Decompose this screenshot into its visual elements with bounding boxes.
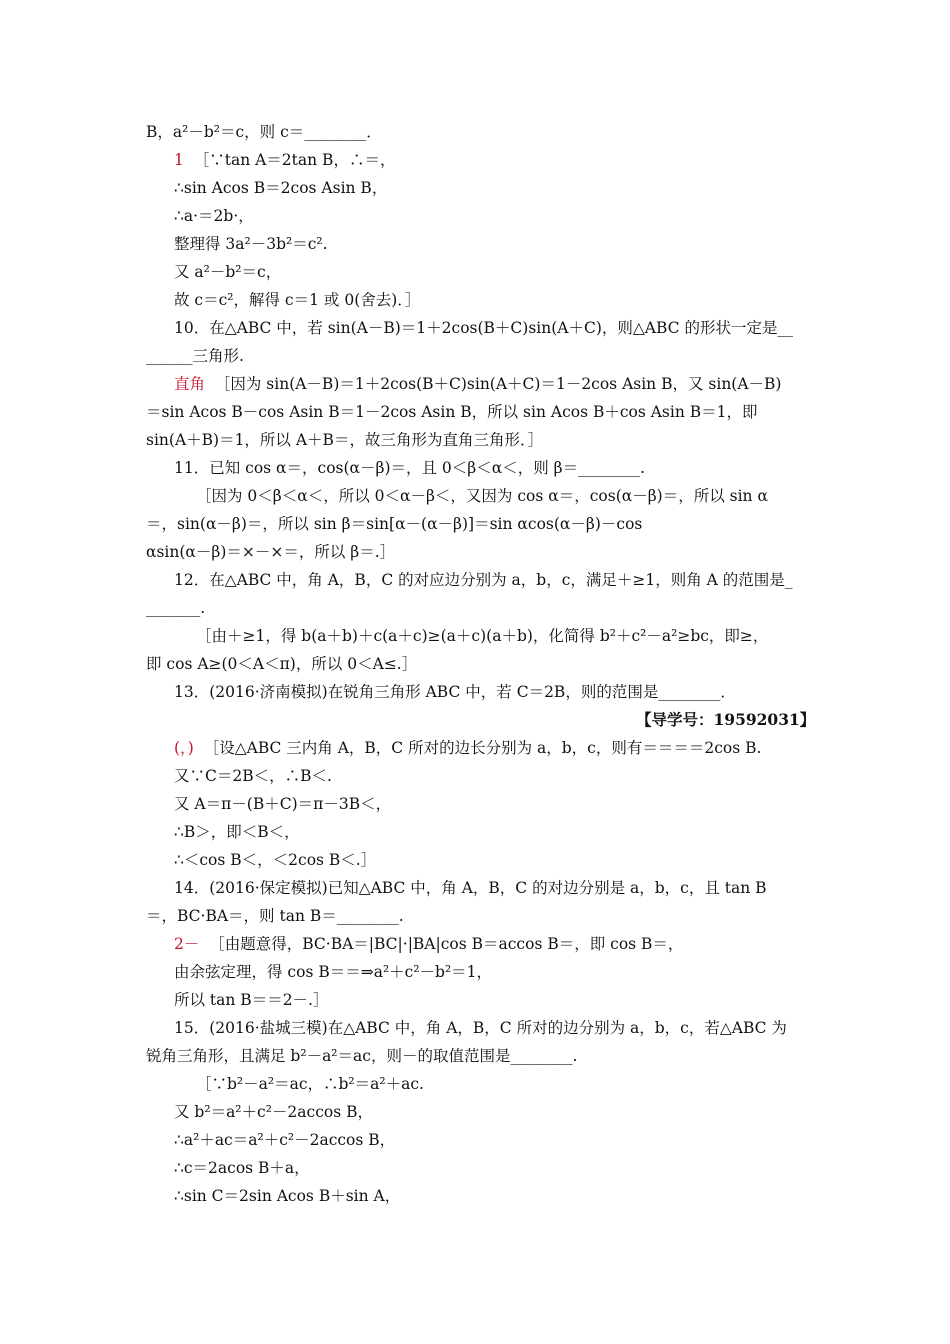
study-number: 【导学号：19592031】 <box>636 710 816 729</box>
text-line: ∴a·＝2b·， <box>174 207 254 225</box>
question-14: 14．(2016·保定模拟)已知△ABC 中，角 A，B，C 的对边分别是 a，b，c，且 tan B <box>174 879 767 897</box>
text-line: ∴sin C＝2sin Acos B＋sin A， <box>174 1187 401 1205</box>
text-line: ______三角形. <box>146 347 244 365</box>
text-line: 1 ［∵tan A＝2tan B，∴＝， <box>174 151 396 169</box>
answer-label: 2－ <box>174 935 200 953</box>
text-line: B，a²－b²＝c，则 c＝________． <box>146 123 382 141</box>
text-line: 又 a²－b²＝c， <box>174 263 282 281</box>
question-13: 13．(2016·济南模拟)在锐角三角形 ABC 中，若 C＝2B，则的范围是________． <box>174 683 736 701</box>
answer-label: (，) <box>174 739 194 757</box>
question-10: 10．在△ABC 中，若 sin(A－B)＝1＋2cos(B＋C)sin(A＋C)，则△ABC 的形状一定是__ <box>174 319 793 337</box>
text-line: ∴sin Acos B＝2cos Asin B， <box>174 179 388 197</box>
text-line: ［由＋≥1，得 b(a＋b)＋c(a＋c)≥(a＋c)(a＋b)，化简得 b²＋c²－a²≥bc，即≥， <box>196 627 769 645</box>
text-line: ∴a²＋ac＝a²＋c²－2accos B， <box>174 1131 396 1149</box>
text-line: 又∵C＝2B＜，∴B＜. <box>174 767 332 785</box>
text-line: (，) ［设△ABC 三内角 A，B，C 所对的边长分别为 a，b，c，则有＝＝＝＝2cos B. <box>174 739 762 757</box>
text-line: ＝sin Acos B－cos Asin B＝1－2cos Asin B，所以 sin Acos B＋cos Asin B＝1，即 <box>146 403 758 421</box>
text-line: ［∵b²－a²＝ac，∴b²＝a²＋ac. <box>196 1075 424 1093</box>
answer-label: 1 <box>174 151 184 169</box>
text-line: _______. <box>146 599 206 617</box>
text-line: ［因为 0＜β＜α＜，所以 0＜α－β＜，又因为 cos α＝，cos(α－β)＝，所以 sin α <box>196 487 768 505</box>
text-line: 又 b²＝a²＋c²－2accos B， <box>174 1103 373 1121</box>
question-12: 12．在△ABC 中，角 A，B，C 的对应边分别为 a，b，c，满足＋≥1，则角 A 的范围是_ <box>174 571 793 589</box>
text-line: 即 cos A≥(0＜A＜π)，所以 0＜A≤.］ <box>146 655 418 673</box>
text-line: 整理得 3a²－3b²＝c². <box>174 235 328 253</box>
text-line: 直角 ［因为 sin(A－B)＝1＋2cos(B＋C)sin(A＋C)＝1－2cos Asin B，又 sin(A－B) <box>174 375 782 393</box>
text-line: sin(A＋B)＝1，所以 A＋B＝，故三角形为直角三角形．］ <box>146 431 544 449</box>
text-line: ＝，BC·BA＝，则 tan B＝________. <box>146 907 404 925</box>
text-line: 由余弦定理，得 cos B＝＝⇒a²＋c²－b²＝1， <box>174 963 493 981</box>
question-15: 15．(2016·盐城三模)在△ABC 中，角 A，B，C 所对的边分别为 a，b，c，若△ABC 为 <box>174 1019 787 1037</box>
text-line: ＝，sin(α－β)＝，所以 sin β＝sin[α－(α－β)]＝sin αcos(α－β)－cos <box>146 515 643 533</box>
question-11: 11．已知 cos α＝，cos(α－β)＝，且 0＜β＜α＜，则 β＝________. <box>174 459 646 477</box>
text-line: 所以 tan B＝＝2－.］ <box>174 991 329 1009</box>
text-line: ∴c＝2acos B＋a， <box>174 1159 310 1177</box>
text-line: 2－ ［由题意得，BC·BA＝|BC|·|BA|cos B＝accos B＝，即 cos B＝， <box>174 935 684 953</box>
text-line: αsin(α－β)＝×－×＝，所以 β＝.］ <box>146 543 396 561</box>
text-line: 锐角三角形，且满足 b²－a²＝ac，则－的取值范围是________. <box>146 1047 578 1065</box>
text-line: ∴＜cos B＜，＜2cos B＜.］ <box>174 851 377 869</box>
text-line: 又 A＝π－(B＋C)＝π－3B＜， <box>174 795 392 813</box>
text-line: ∴B＞，即＜B＜， <box>174 823 300 841</box>
answer-label: 直角 <box>174 375 206 393</box>
text-line: 故 c＝c²，解得 c＝1 或 0(舍去)．］ <box>174 291 421 309</box>
